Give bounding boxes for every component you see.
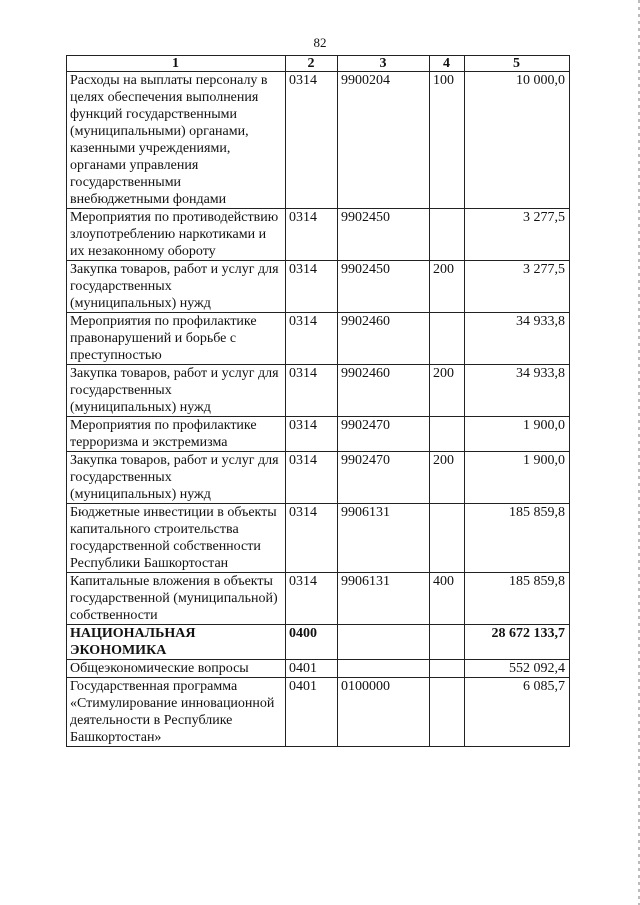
table-row	[67, 261, 570, 313]
table-row	[67, 625, 570, 660]
row-section-cell: 0314	[286, 452, 338, 504]
row-amount-cell: 552 092,4	[465, 660, 570, 678]
table-row	[67, 573, 570, 625]
row-name-cell: Мероприятия по профилактике терроризма и экстремизма	[67, 417, 286, 452]
row-type-cell	[430, 417, 465, 452]
row-section-cell: 0314	[286, 209, 338, 261]
row-article-cell: 9902460	[338, 313, 430, 365]
row-name-cell: Мероприятия по противодействию злоупотреблению наркотиками и их незаконному обороту	[67, 209, 286, 261]
row-type-cell: 400	[430, 573, 465, 625]
row-name-cell: Закупка товаров, работ и услуг для государственных (муниципальных) нужд	[67, 261, 286, 313]
row-type-cell	[430, 660, 465, 678]
row-type-cell	[430, 625, 465, 660]
row-article-cell: 9902470	[338, 417, 430, 452]
table-row	[67, 417, 570, 452]
row-name-cell: НАЦИОНАЛЬНАЯ ЭКОНОМИКА	[67, 625, 286, 660]
row-amount-cell: 10 000,0	[465, 72, 570, 209]
row-article-cell	[338, 625, 430, 660]
row-article-cell: 9902450	[338, 209, 430, 261]
row-amount-cell: 6 085,7	[465, 678, 570, 747]
header-cell-5: 5	[465, 56, 570, 72]
row-article-cell: 9906131	[338, 573, 430, 625]
row-name-cell: Расходы на выплаты персоналу в целях обеспечения выполнения функций государственными (муниципальными) органами, казенными учреждениями, органами управления государственными внебюджетными фондами	[67, 72, 286, 209]
row-type-cell	[430, 678, 465, 747]
row-section-cell: 0314	[286, 573, 338, 625]
row-amount-cell: 3 277,5	[465, 261, 570, 313]
row-amount-cell: 185 859,8	[465, 573, 570, 625]
row-type-cell	[430, 504, 465, 573]
row-type-cell	[430, 313, 465, 365]
table-row	[67, 72, 570, 209]
row-section-cell: 0401	[286, 678, 338, 747]
row-article-cell: 0100000	[338, 678, 430, 747]
row-section-cell: 0314	[286, 417, 338, 452]
row-amount-cell: 185 859,8	[465, 504, 570, 573]
row-article-cell: 9902450	[338, 261, 430, 313]
header-cell-1: 1	[67, 56, 286, 72]
row-type-cell	[430, 209, 465, 261]
row-amount-cell: 34 933,8	[465, 313, 570, 365]
header-cell-4: 4	[430, 56, 465, 72]
header-cell-2: 2	[286, 56, 338, 72]
table-row	[67, 365, 570, 417]
row-amount-cell: 1 900,0	[465, 417, 570, 452]
row-section-cell: 0314	[286, 313, 338, 365]
row-name-cell: Закупка товаров, работ и услуг для государственных (муниципальных) нужд	[67, 365, 286, 417]
table-row	[67, 678, 570, 747]
row-section-cell: 0401	[286, 660, 338, 678]
page-number: 82	[313, 35, 327, 50]
row-amount-cell: 3 277,5	[465, 209, 570, 261]
row-amount-cell: 28 672 133,7	[465, 625, 570, 660]
row-section-cell: 0400	[286, 625, 338, 660]
row-name-cell: Капитальные вложения в объекты государственной (муниципальной) собственности	[67, 573, 286, 625]
row-amount-cell: 1 900,0	[465, 452, 570, 504]
row-name-cell: Государственная программа «Стимулирование инновационной деятельности в Республике Башкортостан»	[67, 678, 286, 747]
table-row	[67, 452, 570, 504]
row-article-cell: 9902470	[338, 452, 430, 504]
table-body	[67, 72, 570, 747]
row-section-cell: 0314	[286, 261, 338, 313]
row-type-cell: 100	[430, 72, 465, 209]
row-name-cell: Закупка товаров, работ и услуг для государственных (муниципальных) нужд	[67, 452, 286, 504]
table-row	[67, 313, 570, 365]
row-section-cell: 0314	[286, 365, 338, 417]
budget-table	[66, 55, 570, 747]
row-type-cell: 200	[430, 365, 465, 417]
row-type-cell: 200	[430, 261, 465, 313]
row-article-cell: 9902460	[338, 365, 430, 417]
row-type-cell: 200	[430, 452, 465, 504]
header-row	[67, 56, 570, 72]
header-cell-3: 3	[338, 56, 430, 72]
table-row	[67, 504, 570, 573]
row-name-cell: Мероприятия по профилактике правонарушений и борьбе с преступностью	[67, 313, 286, 365]
row-name-cell: Бюджетные инвестиции в объекты капитального строительства государственной собственности Республики Башкортостан	[67, 504, 286, 573]
row-article-cell: 9906131	[338, 504, 430, 573]
table-row	[67, 660, 570, 678]
row-article-cell: 9900204	[338, 72, 430, 209]
row-name-cell: Общеэкономические вопросы	[67, 660, 286, 678]
row-article-cell	[338, 660, 430, 678]
row-section-cell: 0314	[286, 72, 338, 209]
row-amount-cell: 34 933,8	[465, 365, 570, 417]
table-row	[67, 209, 570, 261]
row-section-cell: 0314	[286, 504, 338, 573]
